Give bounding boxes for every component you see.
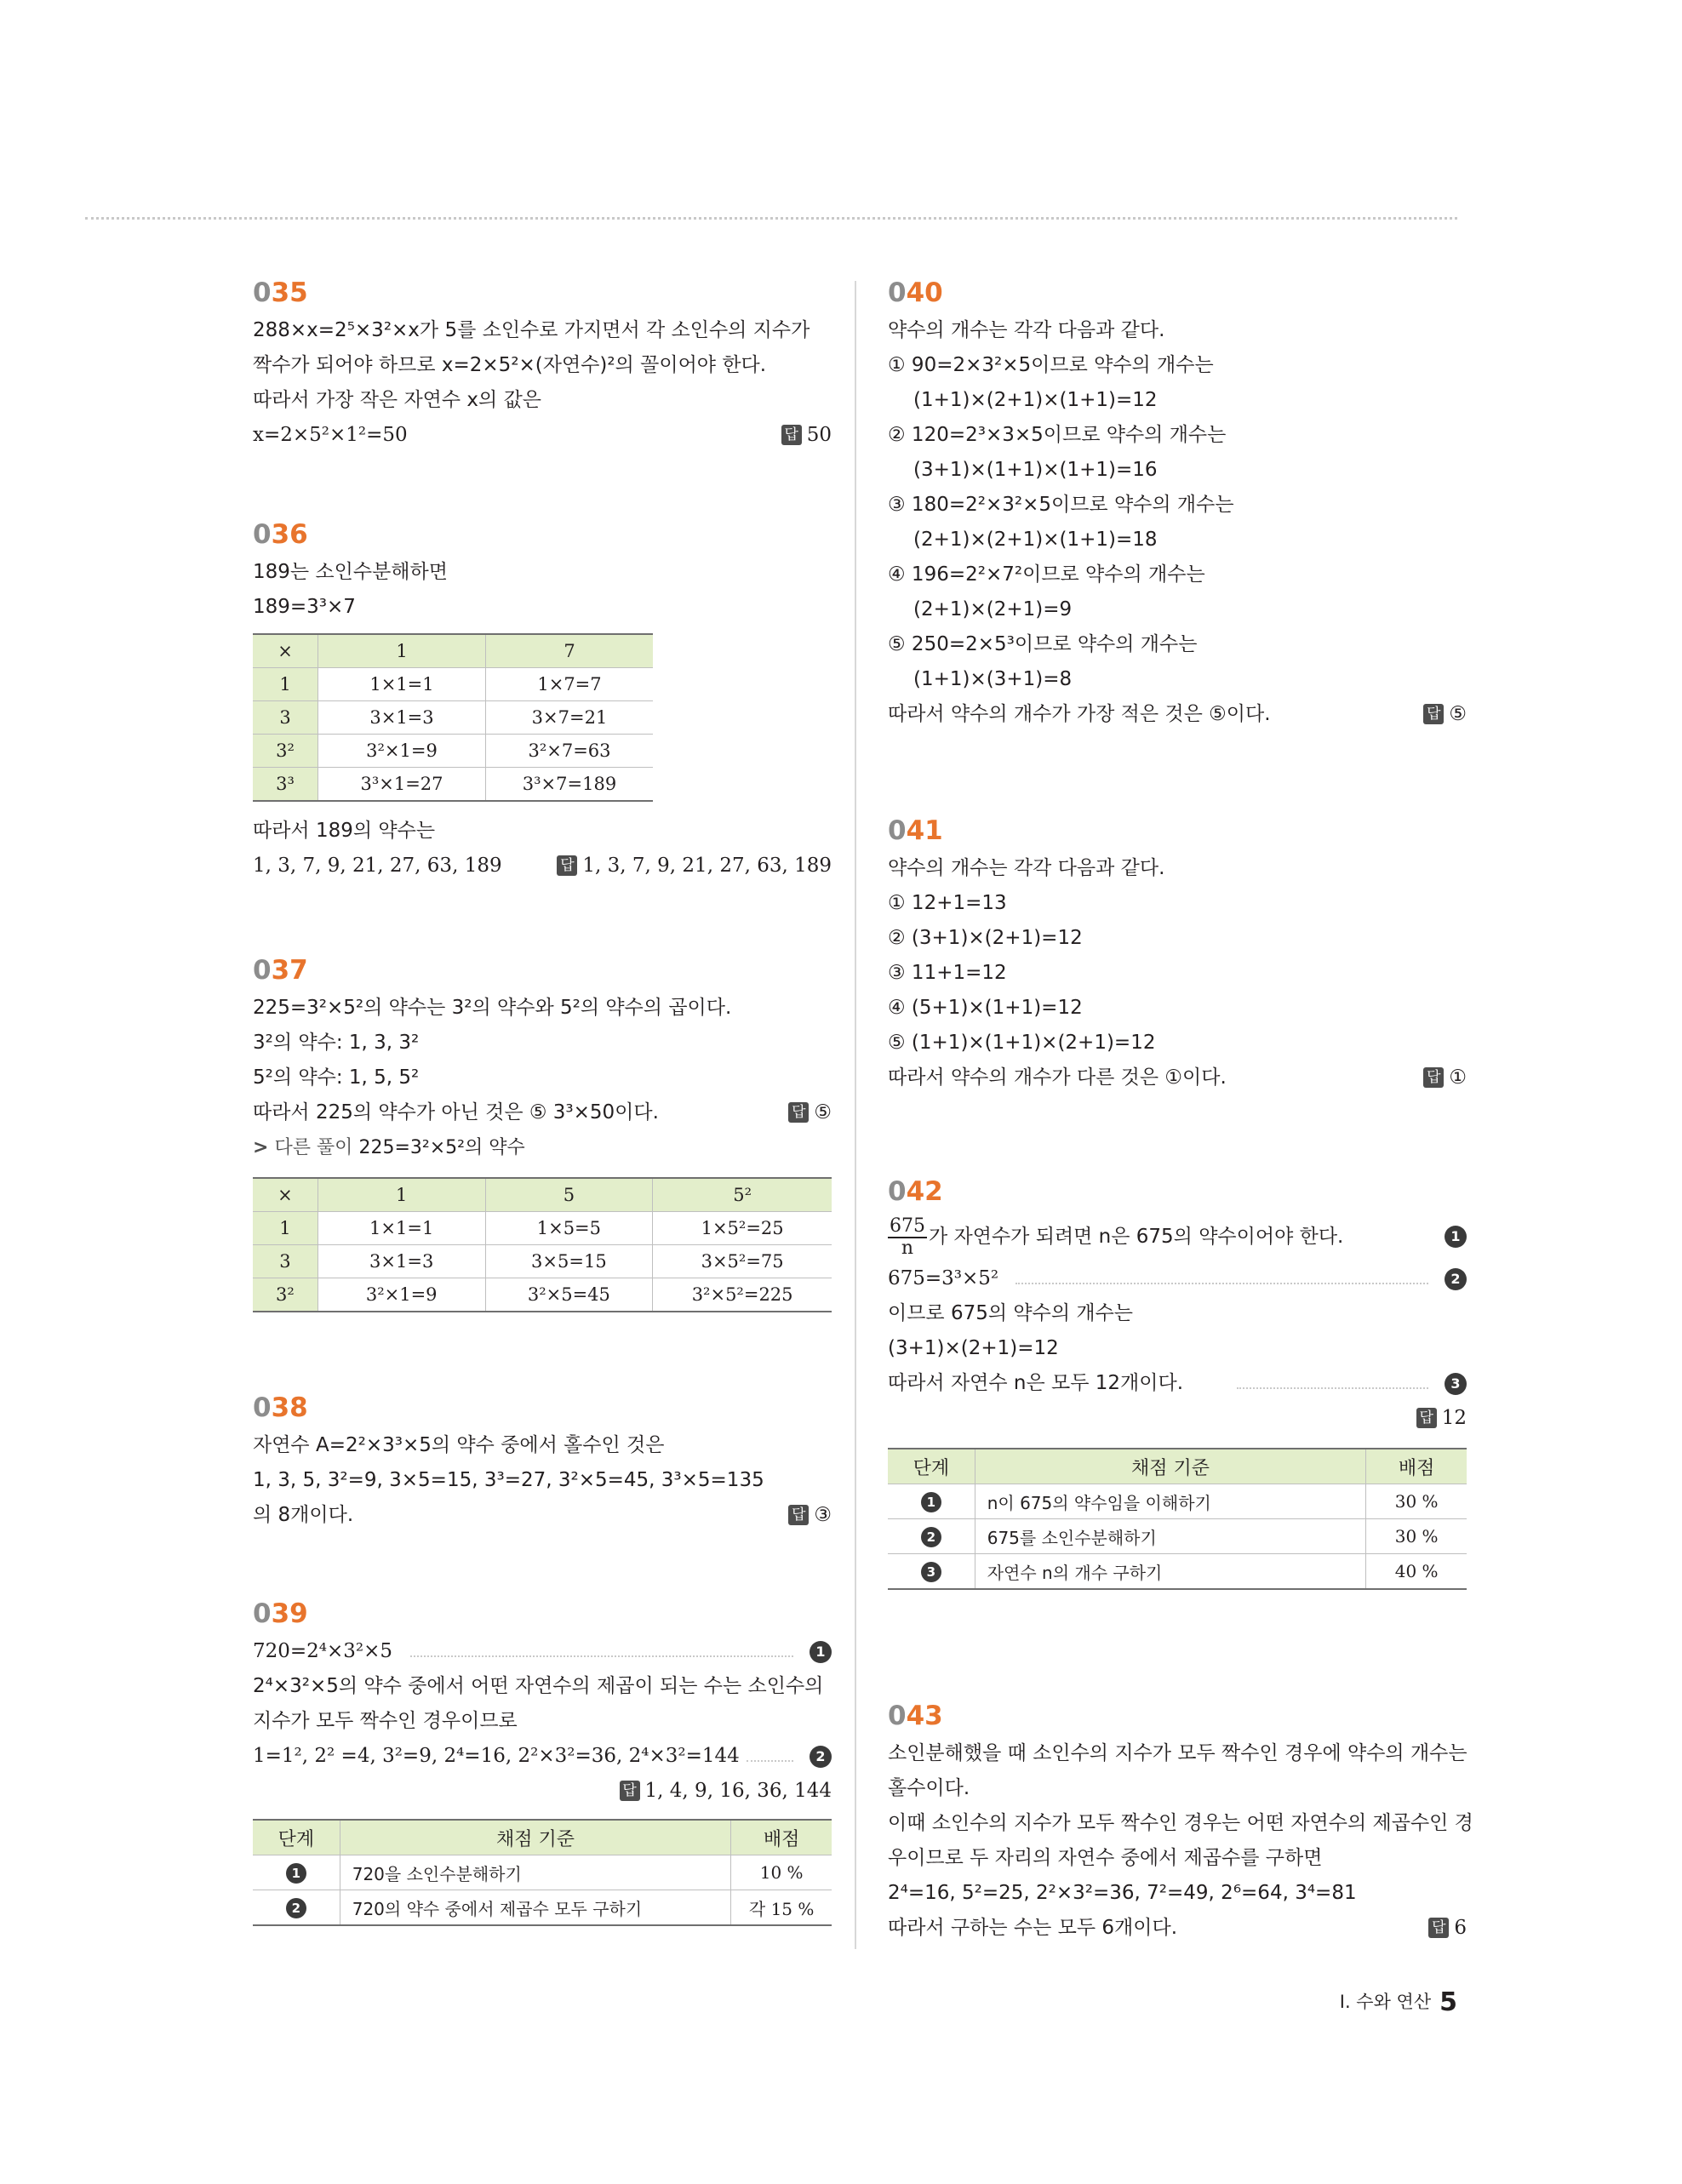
table-header: × — [253, 634, 318, 668]
problem-number: 039 — [253, 1598, 308, 1629]
answer-tag: 답 — [1428, 1918, 1449, 1938]
alternative-solution: > 다른 풀이 225=3²×5²의 약수 — [253, 1137, 525, 1158]
problem-039 — [253, 1598, 832, 1926]
table-row: 3 자연수 n의 개수 구하기 40 % — [888, 1554, 1467, 1590]
chevron-right-icon: > — [253, 1137, 269, 1158]
answer: 답 ⑤ — [1423, 697, 1467, 732]
scoring-table: 단계 채점 기준 배점 1 720을 소인수분해하기 10 % 2 720의 약수 중에서 제곱수 모두 구하기 각 15 % — [253, 1819, 832, 1926]
problem-043: 043 소인분해했을 때 소인수의 지수가 모두 짝수인 경우에 약수의 개수는 홀수이다. 이때 소인수의 지수가 모두 짝수인 경우는 어떤 자연수의 제곱수인 경 우이므로 두 자리의 자연수 중에서 제곱수를 구하면 2⁴=16, 5²=25, 2²×3²=36, 7²=49, 2⁶=64, 3⁴=81 따라서 구하는 수는 모두 6개이다. 답 6 — [888, 1701, 1467, 1946]
solution-line: 5²의 약수: 1, 5, 5² — [253, 1066, 420, 1089]
step-2-marker: 2 — [810, 1746, 832, 1768]
problem-041: 041 약수의 개수는 각각 다음과 같다. ① 12+1=13 ② (3+1)×(2+1)=12 ③ 11+1=12 ④ (5+1)×(1+1)=12 ⑤ (1+1)×(1+1)×(2+1)=12 따라서 약수의 개수가 다른 것은 ①이다. 답 ① — [888, 815, 1467, 1095]
table-row: 3² 3²×1=9 3²×7=63 — [253, 735, 653, 768]
answer: 답 1, 4, 9, 16, 36, 144 — [620, 1774, 832, 1809]
answer: 답 6 — [1428, 1911, 1467, 1946]
table-row: 1 1×1=1 1×7=7 — [253, 668, 653, 701]
step-1-marker: 1 — [1445, 1226, 1467, 1248]
table-row: 1 n이 675의 약수임을 이해하기 30 % — [888, 1484, 1467, 1519]
solution-line: 자연수 A=2²×3³×5의 약수 중에서 홀수인 것은 — [253, 1434, 665, 1456]
divisor-table — [253, 633, 653, 802]
problem-040: 040 약수의 개수는 각각 다음과 같다. ① 90=2×3²×5이므로 약수의 개수는 (1+1)×(2+1)×(1+1)=12 ② 120=2³×3×5이므로 약수의 개수는 (3+1)×(1+1)×(1+1)=16 ③ 180=2²×3²×5이므로 약수의 개수는 (2+1)×(2+1)×(1+1)=18 ④ 196=2²×7²이므로 약수의 개수는 (2+1)×(2+1)=9 ⑤ 250=2×5³이므로 약수의 개수는 (1+1)×(3+1)=8 따라서 약수의 개수가 가장 적은 것은 ⑤이다. 답 ⑤ — [888, 277, 1467, 732]
table-row: 1 1×1=1 1×5=5 1×5²=25 — [253, 1212, 832, 1245]
solution-line: 189=3³×7 — [253, 596, 356, 618]
problem-number: 037 — [253, 955, 308, 986]
solution-line: 짝수가 되어야 하므로 x=2×5²×(자연수)²의 꼴이어야 한다. — [253, 354, 767, 376]
problem-037 — [253, 955, 832, 1312]
column-divider — [855, 281, 856, 1949]
solution-line: 2⁴×3²×5의 약수 중에서 어떤 자연수의 제곱이 되는 수는 소인수의 — [253, 1675, 824, 1697]
answer-tag: 답 — [788, 1102, 809, 1123]
solution-line — [253, 1774, 832, 1809]
answer-tag: 답 — [1416, 1408, 1437, 1428]
solution-line: 1=1², 2² =4, 3²=9, 2⁴=16, 2²×3²=36, 2⁴×3²=144 2 — [253, 1739, 832, 1774]
answer-tag: 답 — [620, 1781, 640, 1801]
solution-line: 따라서 225의 약수가 아닌 것은 ⑤ 3³×50이다. 답 ⑤ — [253, 1095, 832, 1130]
solution-line: 3²의 약수: 1, 3, 3² — [253, 1032, 420, 1054]
table-row: 3 3×1=3 3×5=15 3×5²=75 — [253, 1245, 832, 1278]
page-number: 5 — [1439, 1987, 1457, 2017]
answer: 답 ③ — [788, 1498, 832, 1533]
table-header: 1 — [318, 634, 486, 668]
problem-number: 038 — [253, 1392, 308, 1423]
problem-038 — [253, 1392, 832, 1533]
solution-line: 지수가 모두 짝수인 경우이므로 — [253, 1710, 518, 1732]
answer: 답 ① — [1423, 1061, 1467, 1095]
solution-line: 따라서 189의 약수는 — [253, 820, 436, 842]
table-row: 3 3×1=3 3×7=21 — [253, 701, 653, 735]
table-row: 3² 3²×1=9 3²×5=45 3²×5²=225 — [253, 1278, 832, 1312]
problem-number: 035 — [253, 277, 308, 308]
solution-line: 의 8개이다. 답 ③ — [253, 1498, 832, 1533]
answer: 답 1, 3, 7, 9, 21, 27, 63, 189 — [557, 849, 832, 883]
answer-tag: 답 — [781, 425, 802, 445]
answer-tag: 답 — [1423, 1067, 1444, 1088]
problem-number: 043 — [888, 1701, 943, 1731]
answer: 답 ⑤ — [788, 1095, 832, 1130]
top-dotted-rule — [85, 217, 1457, 220]
problem-number: 041 — [888, 815, 943, 846]
page-footer — [1340, 1987, 1457, 2017]
answer: 답 12 — [1416, 1401, 1467, 1436]
table-header: 7 — [486, 634, 654, 668]
problem-042: 042 $\frac{675}{n}$ 가 자연수가 되려면 n은 675의 약수이어야 한다. 1 675=3³×5² 2 이므로 675의 약수의 개수는 (3+1)×(2+1)=12 따라서 자연수 n은 모두 12개이다. 3 답 12 단계 채점 기준 배점 1 n이 675의 약수임을 이해하기 30 % 2 675를 소인수분해하기 30 % 3 자연수 n의 개수 구하기 40 % — [888, 1176, 1467, 1590]
solution-line: 1, 3, 7, 9, 21, 27, 63, 189 답 1, 3, 7, 9, 21, 27, 63, 189 — [253, 849, 832, 883]
step-3-marker: 3 — [1445, 1373, 1467, 1395]
problem-number: 036 — [253, 519, 308, 550]
solution-line: x=2×5²×1²=50 답 50 — [253, 418, 832, 453]
solution-line: 225=3²×5²의 약수는 3²의 약수와 5²의 약수의 곱이다. — [253, 997, 732, 1019]
problem-036 — [253, 519, 832, 883]
solution-line: 따라서 가장 작은 자연수 x의 값은 — [253, 389, 542, 411]
step-1-marker: 1 — [810, 1641, 832, 1663]
problem-035 — [253, 277, 832, 453]
scoring-table: 단계 채점 기준 배점 1 n이 675의 약수임을 이해하기 30 % 2 675를 소인수분해하기 30 % 3 자연수 n의 개수 구하기 40 % — [888, 1448, 1467, 1590]
table-row: 1 720을 소인수분해하기 10 % — [253, 1855, 832, 1890]
answer-tag: 답 — [1423, 704, 1444, 724]
step-2-marker: 2 — [1445, 1268, 1467, 1290]
table-row: 2 675를 소인수분해하기 30 % — [888, 1519, 1467, 1554]
fraction: $\frac{675}{n}$ — [890, 1215, 925, 1259]
problem-number: 040 — [888, 277, 943, 308]
chapter-label: I. 수와 연산 — [1339, 1992, 1432, 2012]
problem-number: 042 — [888, 1176, 943, 1207]
solution-line: 1, 3, 5, 3²=9, 3×5=15, 3³=27, 3²×5=45, 3³×5=135 — [253, 1469, 764, 1491]
solution-line: 189는 소인수분해하면 — [253, 561, 448, 583]
solution-line: 288×x=2⁵×3²×x가 5를 소인수로 가지면서 각 소인수의 지수가 — [253, 319, 810, 341]
answer-tag: 답 — [557, 855, 577, 876]
table-row: 3³ 3³×1=27 3³×7=189 — [253, 768, 653, 802]
table-row: 2 720의 약수 중에서 제곱수 모두 구하기 각 15 % — [253, 1890, 832, 1926]
divisor-table: × 1 5 5² 1 1×1=1 1×5=5 1×5²=25 3 3×1=3 3×5=15 3×5²=75 3² 3²×1=9 3²×5=45 3²×5²=225 — [253, 1177, 832, 1312]
solution-line: 720=2⁴×3²×5 1 — [253, 1634, 832, 1669]
answer-tag: 답 — [788, 1505, 809, 1525]
answer: 답 50 — [781, 418, 832, 453]
